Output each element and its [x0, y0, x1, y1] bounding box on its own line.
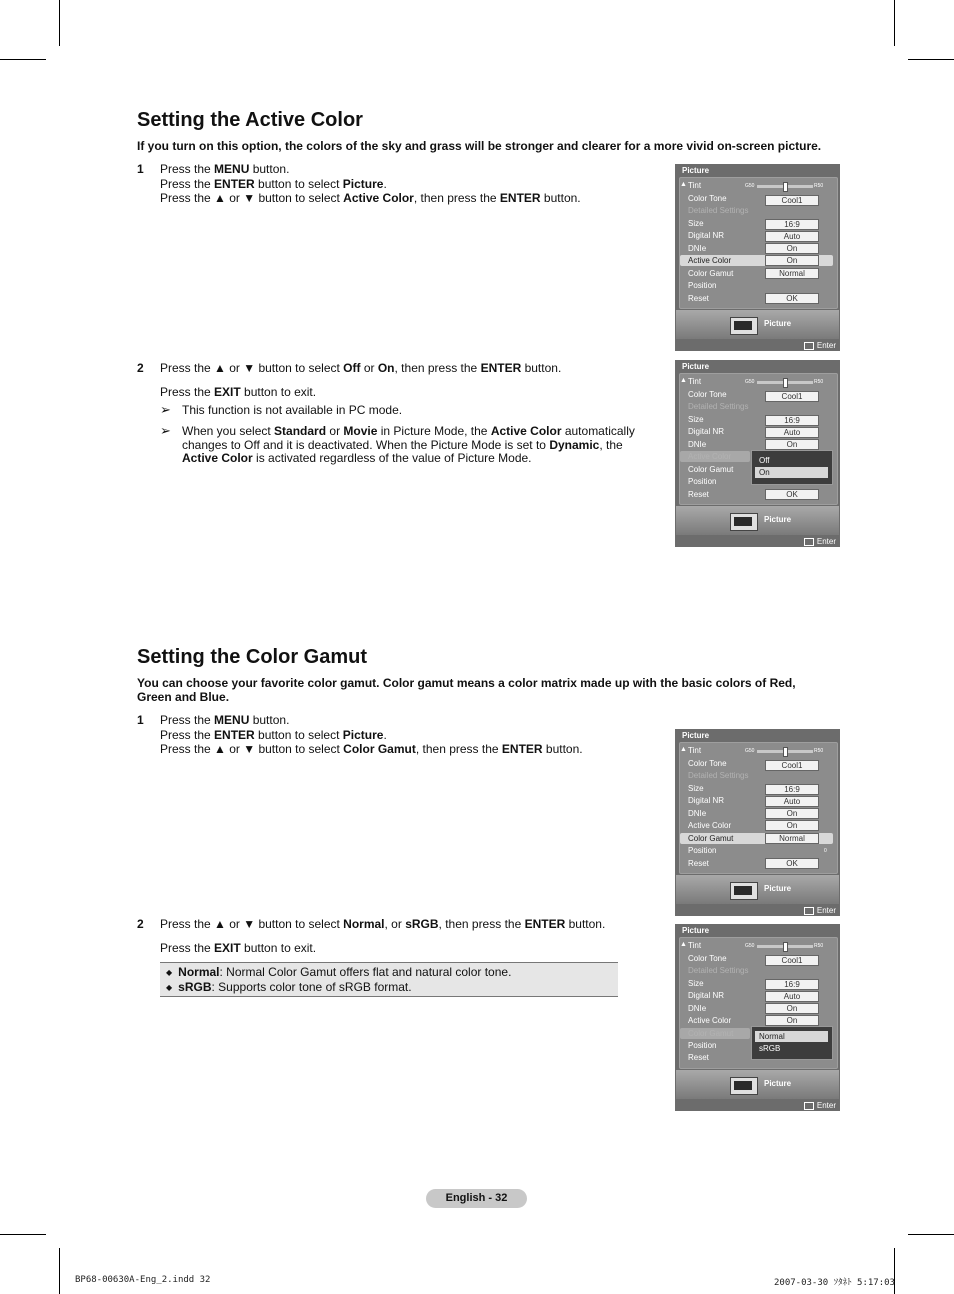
dropdown-option-off[interactable]: Off [759, 456, 770, 465]
osd-item-position[interactable]: Position [688, 281, 717, 290]
osd-value: Cool1 [765, 955, 819, 966]
osd-value: Auto [765, 991, 819, 1002]
gamut-options-box [160, 962, 618, 997]
osd-item-detailed: Detailed Settings [688, 206, 749, 215]
osd-value: 16:9 [765, 979, 819, 990]
osd-item-digital-nr[interactable]: Digital NR [688, 427, 725, 436]
osd-value: OK [765, 489, 819, 500]
section-intro: You can choose your favorite color gamut. Color gamut means a color matrix made up with the basic colors of Red, Green and Blue. [137, 676, 796, 704]
osd-item-color-tone[interactable]: Color Tone [688, 390, 727, 399]
osd-item-active-color[interactable]: Active Color [688, 452, 732, 461]
bullet-icon: ◆ [166, 968, 173, 977]
osd-header: Picture [682, 362, 710, 371]
bullet-normal: ◆ Normal: Normal Color Gamut offers flat and natural color tone. [166, 965, 512, 979]
osd-menu-color-gamut-dropdown: Picture ▲ Tint G50 R50 Color Tone Cool1 Detailed Settings Size 16:9 Digital NR Auto DNIe On Active Color On Color Gamut Position Reset Normal sRGB Picture Enter [675, 924, 840, 1111]
osd-value: OK [765, 293, 819, 304]
osd-value: On [765, 439, 819, 450]
osd-item-digital-nr[interactable]: Digital NR [688, 991, 725, 1000]
crop-mark [0, 59, 46, 60]
osd-item-tint[interactable]: Tint [688, 746, 702, 755]
osd-footer: Picture [676, 875, 839, 904]
tv-picture-icon [730, 317, 758, 335]
osd-item-detailed: Detailed Settings [688, 402, 749, 411]
osd-item-dnie[interactable]: DNIe [688, 440, 707, 449]
step-line: Press the ▲ or ▼ button to select Active Color, then press the ENTER button. [160, 191, 581, 205]
step-number: 1 [137, 713, 144, 727]
bullet-srgb: ◆ sRGB: Supports color tone of sRGB format. [166, 980, 412, 994]
tint-slider-knob[interactable] [783, 182, 788, 192]
step-number: 2 [137, 917, 144, 931]
crop-mark [59, 0, 60, 46]
osd-item-size[interactable]: Size [688, 415, 704, 424]
osd-item-size[interactable]: Size [688, 219, 704, 228]
osd-item-dnie[interactable]: DNIe [688, 1004, 707, 1013]
step-number: 1 [137, 162, 144, 176]
scroll-up-icon: ▲ [680, 941, 687, 948]
osd-item-position[interactable]: Position [688, 1041, 717, 1050]
osd-item-reset[interactable]: Reset [688, 859, 709, 868]
osd-item-active-color[interactable]: Active Color [688, 1016, 732, 1025]
osd-value: Normal [765, 268, 819, 279]
section-intro: If you turn on this option, the colors of the sky and grass will be stronger and clearer for a more vivid on-screen picture. [137, 139, 822, 153]
osd-value: On [765, 255, 819, 266]
osd-item-dnie[interactable]: DNIe [688, 809, 707, 818]
osd-value: On [765, 820, 819, 831]
osd-item-reset[interactable]: Reset [688, 490, 709, 499]
step-1 [137, 162, 637, 208]
tint-slider-knob[interactable] [783, 747, 788, 757]
osd-item-dnie[interactable]: DNIe [688, 244, 707, 253]
scroll-up-icon: ▲ [680, 377, 687, 384]
dropdown-option-normal[interactable]: Normal [755, 1031, 828, 1042]
tint-slider-knob[interactable] [783, 378, 788, 388]
section-title-active-color: Setting the Active Color [137, 109, 363, 131]
osd-item-active-color[interactable]: Active Color [688, 821, 732, 830]
step-2 [137, 361, 637, 401]
note-line: changes to Off and it is deactivated. When the Picture Mode is set to Dynamic, the [182, 437, 623, 452]
osd-item-color-gamut[interactable]: Color Gamut [688, 834, 734, 843]
osd-footer: Picture [676, 506, 839, 535]
tv-picture-icon [730, 882, 758, 900]
tint-slider-knob[interactable] [783, 942, 788, 952]
osd-item-position[interactable]: Position [688, 846, 717, 855]
osd-item-detailed: Detailed Settings [688, 771, 749, 780]
osd-item-digital-nr[interactable]: Digital NR [688, 796, 725, 805]
enter-icon [804, 538, 814, 546]
crop-mark [0, 1234, 46, 1235]
osd-item-detailed: Detailed Settings [688, 966, 749, 975]
osd-enter-hint: Enter [804, 1101, 836, 1110]
osd-item-active-color[interactable]: Active Color [688, 256, 732, 265]
crop-mark [59, 1248, 60, 1294]
step-line: Press the ▲ or ▼ button to select Normal, or sRGB, then press the ENTER button. [160, 917, 606, 931]
osd-item-reset[interactable]: Reset [688, 1053, 709, 1062]
osd-item-reset[interactable]: Reset [688, 294, 709, 303]
osd-item-tint[interactable]: Tint [688, 181, 702, 190]
note-arrow-icon: ➢ [160, 402, 171, 417]
osd-value: On [765, 243, 819, 254]
note-picture-mode [160, 425, 635, 467]
enter-icon [804, 907, 814, 915]
osd-value: Normal [765, 833, 819, 844]
osd-value: Cool1 [765, 391, 819, 402]
note-line: Active Color is activated regardless of the value of Picture Mode. [182, 451, 532, 465]
osd-item-color-tone[interactable]: Color Tone [688, 954, 727, 963]
step-number: 2 [137, 361, 144, 375]
osd-menu-active-color-dropdown: Picture ▲ Tint G50 R50 Color Tone Cool1 Detailed Settings Size 16:9 Digital NR Auto DNIe On Active Color Color Gamut Position Reset OK Off On Picture Enter [675, 360, 840, 547]
crop-mark [908, 59, 954, 60]
dropdown-option-srgb[interactable]: sRGB [759, 1044, 781, 1053]
osd-value: 16:9 [765, 784, 819, 795]
osd-footer: Picture [676, 310, 839, 339]
osd-menu-active-color: Picture ▲ Tint G50 R50 Color Tone Cool1 Detailed Settings Size 16:9 Digital NR Auto DNIe On Active Color On Color Gamut Normal Position Reset OK Picture Enter [675, 164, 840, 351]
osd-item-color-tone[interactable]: Color Tone [688, 194, 727, 203]
osd-enter-hint: Enter [804, 537, 836, 546]
osd-header: Picture [682, 731, 710, 740]
enter-icon [804, 342, 814, 350]
osd-menu-color-gamut: Picture ▲ Tint G50 R50 Color Tone Cool1 Detailed Settings Size 16:9 Digital NR Auto DNIe On Active Color On Color Gamut Normal Position 0 Reset OK Picture Enter [675, 729, 840, 916]
osd-enter-hint: Enter [804, 341, 836, 350]
osd-header: Picture [682, 926, 710, 935]
step-line: Press the EXIT button to exit. [160, 941, 317, 955]
tv-picture-icon [730, 1077, 758, 1095]
osd-item-color-gamut[interactable]: Color Gamut [688, 269, 734, 278]
bullet-icon: ◆ [166, 983, 173, 992]
osd-value: Auto [765, 796, 819, 807]
crop-mark [908, 1234, 954, 1235]
osd-value: 16:9 [765, 415, 819, 426]
print-slug-date: 2007-03-30 ｿﾀﾈﾄ 5:17:03 [774, 1278, 895, 1288]
scroll-up-icon: ▲ [680, 746, 687, 753]
osd-footer: Picture [676, 1070, 839, 1099]
osd-item-color-gamut[interactable]: Color Gamut [688, 1029, 734, 1038]
osd-item-tint[interactable]: Tint [688, 941, 702, 950]
step-line: Press the ENTER button to select Picture. [160, 727, 387, 742]
osd-value: OK [765, 858, 819, 869]
step-line: Press the EXIT button to exit. [160, 385, 317, 399]
osd-item-size[interactable]: Size [688, 979, 704, 988]
osd-item-color-tone[interactable]: Color Tone [688, 759, 727, 768]
osd-enter-hint: Enter [804, 906, 836, 915]
osd-item-position[interactable]: Position [688, 477, 717, 486]
osd-dropdown [751, 1026, 833, 1060]
osd-value: On [765, 808, 819, 819]
note-line: When you select Standard or Movie in Picture Mode, the Active Color automatically [182, 424, 635, 438]
osd-item-color-gamut[interactable]: Color Gamut [688, 465, 734, 474]
osd-value: On [765, 1015, 819, 1026]
osd-item-size[interactable]: Size [688, 784, 704, 793]
page-number: English - 32 [426, 1189, 527, 1208]
dropdown-option-on[interactable]: On [755, 467, 828, 478]
crop-mark [894, 0, 895, 46]
osd-header: Picture [682, 166, 710, 175]
osd-value: 16:9 [765, 219, 819, 230]
osd-value: 0 [824, 848, 827, 854]
enter-icon [804, 1102, 814, 1110]
step-2 [137, 917, 637, 957]
osd-value: Cool1 [765, 195, 819, 206]
osd-dropdown [751, 450, 833, 485]
step-line: Press the ▲ or ▼ button to select Color Gamut, then press the ENTER button. [160, 742, 583, 756]
osd-value: Auto [765, 427, 819, 438]
step-line: Press the MENU button. [160, 162, 290, 176]
step-line: Press the ▲ or ▼ button to select Off or On, then press the ENTER button. [160, 361, 562, 375]
print-slug-file: BP68-00630A-Eng_2.indd 32 [75, 1275, 211, 1285]
osd-item-tint[interactable]: Tint [688, 377, 702, 386]
osd-value: Auto [765, 231, 819, 242]
tv-picture-icon [730, 513, 758, 531]
osd-value: Cool1 [765, 760, 819, 771]
osd-value: On [765, 1003, 819, 1014]
note-pc-mode: ➢ This function is not available in PC mode. [160, 402, 403, 417]
note-arrow-icon: ➢ [160, 423, 171, 438]
step-line: Press the ENTER button to select Picture. [160, 176, 387, 191]
section-title-color-gamut: Setting the Color Gamut [137, 646, 367, 668]
step-1 [137, 713, 637, 759]
osd-item-digital-nr[interactable]: Digital NR [688, 231, 725, 240]
step-line: Press the MENU button. [160, 713, 290, 727]
scroll-up-icon: ▲ [680, 181, 687, 188]
